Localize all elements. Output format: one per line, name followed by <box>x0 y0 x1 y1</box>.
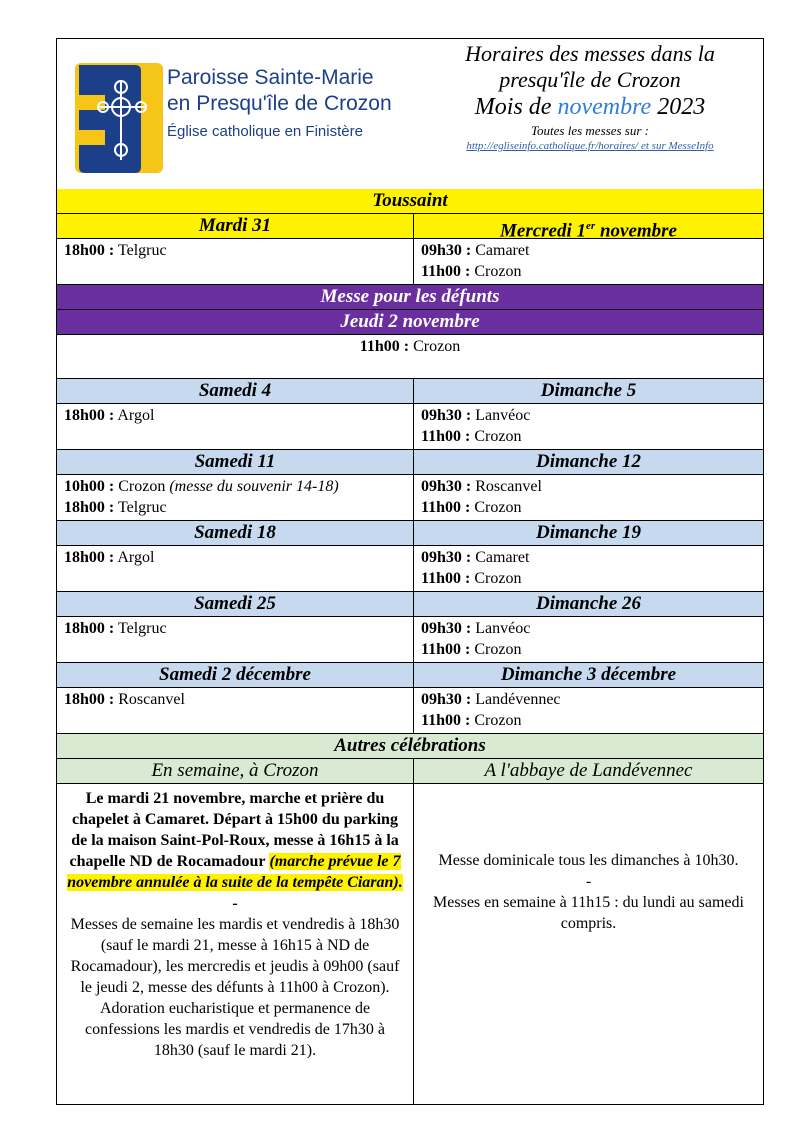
mass-time: 09h30 : <box>421 478 472 495</box>
schedule-frame <box>56 38 764 1105</box>
all-masses-label: Toutes les messes sur : <box>531 123 649 138</box>
mass-place: Landévennec <box>475 691 561 708</box>
mass-time: 09h30 : <box>421 407 472 424</box>
toussaint-right-masses <box>414 239 763 284</box>
document-title <box>425 41 755 153</box>
toussaint-header: Toussaint <box>57 189 763 214</box>
mass-place: Lanvéoc <box>475 620 531 637</box>
mass-place: Crozon <box>474 712 522 729</box>
mass-time: 11h00 : <box>421 570 471 587</box>
mass-time: 18h00 : <box>64 620 115 637</box>
mass-entry <box>421 497 763 518</box>
brand-line3: Église catholique en Finistère <box>167 123 363 140</box>
mass-time: 11h00 : <box>421 641 471 658</box>
week-masses-row <box>57 617 763 663</box>
mass-place: Crozon <box>118 478 166 495</box>
toussaint-left-masses <box>57 239 414 284</box>
sunday-masses <box>414 688 763 733</box>
autres-right-body <box>414 784 763 1104</box>
title-line1: Horaires des messes dans la <box>465 41 715 66</box>
week-masses-row <box>57 404 763 450</box>
sunday-label: Dimanche 3 décembre <box>500 664 677 685</box>
mass-place: Crozon <box>474 641 522 658</box>
autres-header: Autres célébrations <box>57 734 763 759</box>
mass-place: Telgruc <box>117 620 167 637</box>
saturday-masses <box>57 404 414 449</box>
saturday-masses <box>57 475 414 520</box>
title-month-line <box>425 93 755 121</box>
mass-place: Crozon <box>474 263 522 280</box>
parish-logo <box>75 55 165 175</box>
toussaint-masses-row <box>57 239 763 285</box>
toussaint-days-row <box>57 214 763 242</box>
mass-time: 09h30 : <box>421 691 472 708</box>
sunday-masses <box>414 546 763 591</box>
weekday-abbey-mass: Messes en semaine à 11h15 : du lundi au samedi compris. <box>433 894 744 932</box>
mass-time: 09h30 : <box>421 620 472 637</box>
masses-link[interactable]: http://egliseinfo.catholique.fr/horaires/ et sur MesseInfo <box>466 140 714 152</box>
mass-entry <box>64 618 413 639</box>
mass-time: 11h00 : <box>421 712 471 729</box>
mass-entry <box>421 689 763 710</box>
sunday-abbey-mass: Messe dominicale tous les dimanches à 10h30. <box>438 852 739 869</box>
header <box>57 39 763 190</box>
mass-place: Camaret <box>475 242 530 259</box>
mass-entry <box>421 261 763 282</box>
saturday-label: Samedi 2 décembre <box>57 663 414 687</box>
sunday-masses <box>414 404 763 449</box>
brand-line2: en Presqu'île de Crozon <box>167 92 392 115</box>
mass-note: (messe du souvenir 14-18) <box>169 478 339 495</box>
mass-entry <box>421 568 763 589</box>
mass-place: Argol <box>117 549 155 566</box>
week-days-row <box>57 663 763 688</box>
mass-place: Camaret <box>475 549 530 566</box>
mass-entry <box>64 476 413 497</box>
autres-body-row <box>57 784 763 1104</box>
defunts-day: Jeudi 2 novembre <box>57 310 763 335</box>
toussaint-left-day: Mardi 31 <box>57 214 414 238</box>
toussaint-right-day-b: novembre <box>595 220 677 242</box>
brand-line1: Paroisse Sainte-Marie <box>167 66 374 89</box>
week-days-row <box>57 450 763 475</box>
defunts-header: Messe pour les défunts <box>57 285 763 310</box>
mass-place: Argol <box>117 407 155 424</box>
mass-entry <box>421 618 763 639</box>
mass-entry <box>421 240 763 261</box>
parish-brand <box>167 65 392 145</box>
mass-entry <box>421 547 763 568</box>
title-year: 2023 <box>657 94 706 120</box>
mass-place: Telgruc <box>117 499 167 516</box>
autres-left-title: En semaine, à Crozon <box>57 759 414 783</box>
mass-time: 11h00 : <box>421 499 471 516</box>
mass-place: Crozon <box>413 338 461 355</box>
mass-time: 11h00 : <box>359 338 410 355</box>
mass-time: 18h00 : <box>64 407 115 424</box>
marche-announcement: Le mardi 21 novembre, marche et prière du chapelet à Camaret. Départ à 15h00 du parking de la maison Saint-Pol-Roux, messe à 16h15 à la chapelle ND de Rocamadour <box>69 790 399 870</box>
mass-entry <box>421 710 763 731</box>
week-masses-row <box>57 475 763 521</box>
sunday-masses <box>414 475 763 520</box>
mass-time: 09h30 : <box>421 242 472 259</box>
mass-time: 09h30 : <box>421 549 472 566</box>
mass-entry <box>421 476 763 497</box>
mass-entry <box>64 497 413 518</box>
mass-time: 18h00 : <box>64 242 115 259</box>
mass-place: Crozon <box>474 570 522 587</box>
sunday-label: Dimanche 12 <box>535 451 642 472</box>
marche-cancel-note: (marche prévue le 7 novembre annulée à la suite de la tempête Ciaran). <box>67 853 403 891</box>
mass-place: Roscanvel <box>475 478 542 495</box>
toussaint-right-day-sup: er <box>586 220 596 232</box>
mass-place: Telgruc <box>117 242 167 259</box>
title-month-prefix: Mois de <box>474 94 552 120</box>
mass-entry <box>64 240 413 261</box>
mass-place: Crozon <box>474 428 522 445</box>
mass-time: 18h00 : <box>64 691 115 708</box>
mass-entry <box>421 639 763 660</box>
saturday-masses <box>57 617 414 662</box>
title-line2: presqu'île de Crozon <box>499 67 681 92</box>
saturday-label: Samedi 18 <box>57 521 414 545</box>
title-month: novembre <box>557 94 652 120</box>
saturday-label: Samedi 4 <box>57 379 414 403</box>
mass-place: Crozon <box>474 499 522 516</box>
mass-time: 11h00 : <box>421 428 471 445</box>
mass-entry <box>64 547 413 568</box>
mass-time: 18h00 : <box>64 499 115 516</box>
week-days-row <box>57 379 763 404</box>
mass-time: 10h00 : <box>64 478 115 495</box>
weekday-masses-text: Messes de semaine les mardis et vendredis à 18h30 (sauf le mardi 21, messe à 16h15 à ND de Rocamadour), les mercredis et jeudis à 09h00 (sauf le jeudi 2, messe des défunts à 11h00 à Crozon). <box>70 916 400 996</box>
week-days-row <box>57 521 763 546</box>
week-days-row <box>57 592 763 617</box>
adoration-text: Adoration eucharistique et permanence de confessions les mardis et vendredis de 17h30 à 18h30 (sauf le mardi 21). <box>85 1000 385 1059</box>
autres-subheader-row <box>57 759 763 784</box>
week-masses-row <box>57 688 763 734</box>
mass-entry <box>64 405 413 426</box>
sunday-label: Dimanche 19 <box>535 522 642 543</box>
sunday-label: Dimanche 26 <box>535 593 642 614</box>
autres-right-title: A l'abbaye de Landévennec <box>484 760 693 781</box>
toussaint-right-day <box>414 214 763 242</box>
autres-left-body <box>57 784 414 1104</box>
mass-entry <box>421 405 763 426</box>
mass-entry <box>421 426 763 447</box>
mass-place: Lanvéoc <box>475 407 531 424</box>
week-masses-row <box>57 546 763 592</box>
toussaint-right-day-a: Mercredi 1 <box>500 220 587 242</box>
mass-time: 18h00 : <box>64 549 115 566</box>
mass-entry <box>64 689 413 710</box>
separator-dash: - <box>232 895 238 912</box>
defunts-mass <box>57 335 763 379</box>
separator-dash: - <box>585 873 592 890</box>
saturday-label: Samedi 11 <box>57 450 414 474</box>
mass-place: Roscanvel <box>118 691 185 708</box>
sunday-label: Dimanche 5 <box>540 380 637 401</box>
saturday-masses <box>57 688 414 733</box>
saturday-label: Samedi 25 <box>57 592 414 616</box>
sunday-masses <box>414 617 763 662</box>
saturday-masses <box>57 546 414 591</box>
mass-time: 11h00 : <box>421 263 471 280</box>
